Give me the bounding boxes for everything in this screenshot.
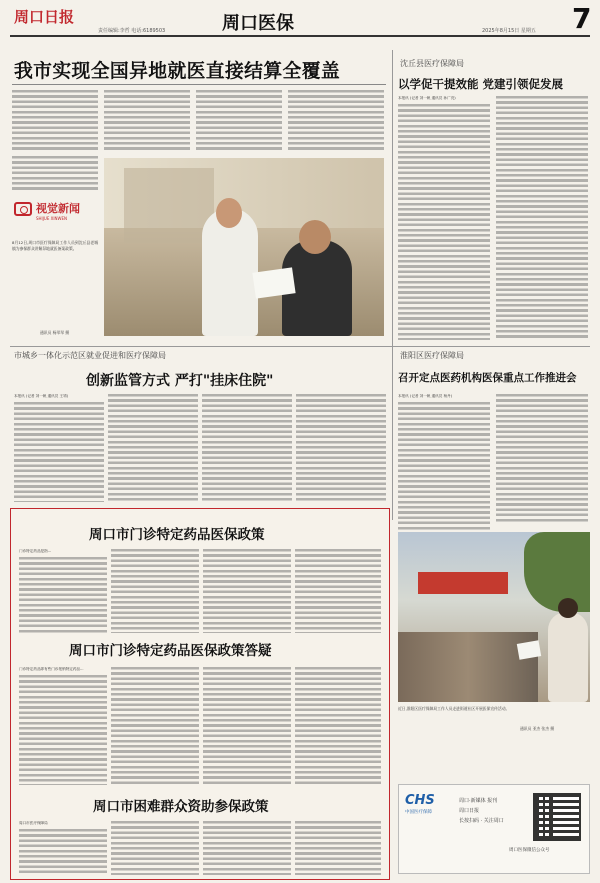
mid-left-col-2 [108, 394, 198, 502]
main-col-3 [196, 90, 282, 152]
policy2-col-1 [19, 675, 107, 785]
right-top-col-1 [398, 104, 490, 340]
main-col-1b [12, 156, 98, 192]
tree [524, 532, 590, 612]
main-headline: 我市实现全国异地就医直接结算全覆盖 [14, 60, 341, 82]
footer-line-2: 周口日报 [459, 808, 480, 814]
badge-subtitle: SHIJUE XINWEN [36, 216, 68, 221]
divider-1 [10, 346, 590, 347]
meta-line: 责任编辑:李哲 电话:6189503 [98, 28, 166, 34]
crowd [398, 632, 538, 702]
qr-label: 周口医保微信公众号 [509, 848, 550, 853]
photo-caption: 8月12日,周口市医疗保障局工作人员到沈丘县老城镇为参保群众讲解异地就医备案政策。 [12, 240, 98, 251]
policy3-col-4 [295, 821, 381, 875]
policy3-col-3 [203, 821, 291, 875]
outreach-caption: 近日,淮阳区医疗保障局工作人员走进街道社区开展医保宣传活动。 [398, 706, 510, 711]
main-col-4 [288, 90, 384, 152]
chs-logo: CHS 中国医疗保障 [405, 793, 435, 815]
policy3-headline: 周口市困难群众资助参保政策 [93, 799, 269, 815]
red-banner [418, 572, 508, 594]
policy1-byline: 门诊特定药品是指... [19, 549, 52, 553]
mid-left-col-3 [202, 394, 292, 502]
right-mid-byline: 本报讯 (记者 刘一帆 通讯员 杨丹) [398, 394, 453, 398]
policy2-headline: 周口市门诊特定药品医保政策答疑 [69, 643, 272, 659]
policy2-col-4 [295, 667, 381, 785]
policy2-byline: 门诊特定药品即有些门诊报销特定药品... [19, 667, 84, 671]
section-title: 周口医保 [222, 13, 294, 34]
main-col-1 [12, 90, 98, 152]
policy1-col-3 [203, 549, 291, 633]
policy1-col-2 [111, 549, 199, 633]
right-mid-col-2 [496, 394, 588, 524]
dept-label-shenqiu: 沈丘县医疗保障局 [400, 59, 464, 68]
policy3-byline: 周口市医疗保障局 [19, 821, 48, 825]
camera-icon [14, 202, 32, 216]
main-photo [104, 158, 384, 336]
masthead [0, 0, 600, 40]
person-woman [548, 612, 588, 702]
main-col-2 [104, 90, 190, 152]
policy2-col-2 [111, 667, 199, 785]
mid-left-col-1 [14, 402, 104, 502]
policy3-col-1 [19, 829, 107, 875]
qr-code-icon[interactable] [533, 793, 581, 841]
visual-news-badge [14, 198, 94, 238]
right-top-col-2 [496, 96, 588, 340]
right-mid-headline: 召开定点医药机构医保重点工作推进会 [398, 372, 577, 384]
policy-box [10, 508, 390, 880]
mid-left-col-4 [296, 394, 386, 502]
footer-line-1: 周口·新媒体 报刊 [459, 798, 498, 804]
footer-promo-box [398, 784, 590, 874]
photo-credit: 通讯员 杨翠翠 摄 [40, 330, 69, 335]
badge-title: 视觉新闻 [36, 202, 80, 215]
policy2-col-3 [203, 667, 291, 785]
main-headline-rule [12, 84, 386, 85]
dept-label-shifanqu: 市城乡一体化示范区就业促进和医疗保障局 [14, 351, 166, 360]
mid-left-byline: 本报讯 (记者 刘一帆 通讯员 王靖) [14, 394, 69, 398]
newspaper-logo: 周口日报 [14, 8, 75, 26]
outreach-photo [398, 532, 590, 702]
policy1-col-1 [19, 557, 107, 633]
policy1-col-4 [295, 549, 381, 633]
dept-label-huaiyang: 淮阳区医疗保障局 [400, 351, 464, 360]
mid-left-headline: 创新监管方式 严打"挂床住院" [86, 373, 274, 389]
right-top-byline: 本报讯 (记者 刘一帆 通讯员 孙广亮) [398, 96, 456, 100]
page-number: 7 [572, 2, 592, 35]
outreach-credit: 通讯员 亚杰 张杰 摄 [520, 726, 554, 731]
date-line: 2025年8月15日 星期五 [482, 28, 536, 34]
footer-line-3: 长按扫码 · 关注周口 [459, 818, 504, 824]
policy1-headline: 周口市门诊特定药品医保政策 [89, 527, 265, 543]
masthead-rule [10, 35, 590, 37]
vertical-divider [392, 50, 393, 520]
right-top-headline: 以学促干提效能 党建引领促发展 [398, 77, 564, 91]
policy3-col-2 [111, 821, 199, 875]
